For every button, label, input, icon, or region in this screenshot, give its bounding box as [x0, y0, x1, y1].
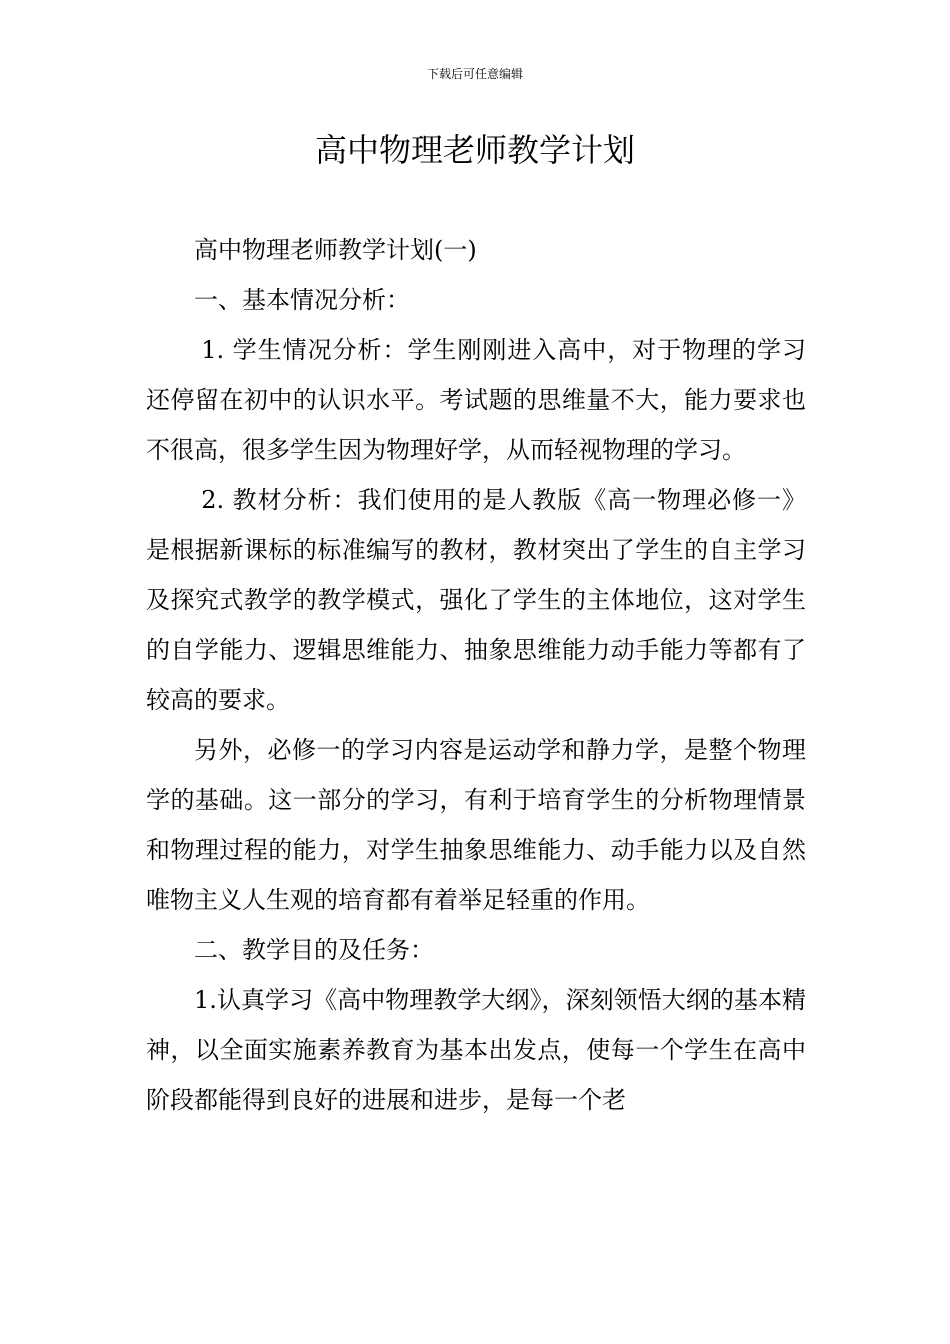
paragraph-textbook-analysis: 2. 教材分析：我们使用的是人教版《高一物理必修一》是根据新课标的标准编写的教材，教材突出了学生的自主学习及探究式教学的教学模式，强化了学生的主体地位，这对学生的自学能力、逻辑思维能力、抽象思维能力动手能力等都有了较高的要求。	[146, 486, 806, 714]
heading-teaching-goals: 二、教学目的及任务：	[194, 936, 434, 964]
paragraph-additional: 另外，必修一的学习内容是运动学和静力学，是整个物理学的基础。这一部分的学习，有利于培育学生的分析物理情景和物理过程的能力，对学生抽象思维能力、动手能力以及自然唯物主义人生观的培育都有着举足轻重的作用。	[146, 736, 806, 914]
section-subtitle: 高中物理老师教学计划(一)	[194, 236, 477, 264]
document-body	[146, 225, 806, 1125]
document-title: 高中物理老师教学计划	[314, 131, 635, 169]
paragraph-student-analysis: 1. 学生情况分析：学生刚刚进入高中，对于物理的学习还停留在初中的认识水平。考试题的思维量不大，能力要求也不很高，很多学生因为物理好学，从而轻视物理的学习。	[146, 336, 806, 464]
header-note: 下载后可任意编辑	[426, 67, 523, 81]
heading-basic-analysis: 一、基本情况分析：	[194, 286, 410, 314]
paragraph-goal-1: 1.认真学习《高中物理教学大纲》，深刻领悟大纲的基本精神，以全面实施素养教育为基本出发点，使每一个学生在高中阶段都能得到良好的进展和进步，是每一个老	[146, 986, 806, 1114]
